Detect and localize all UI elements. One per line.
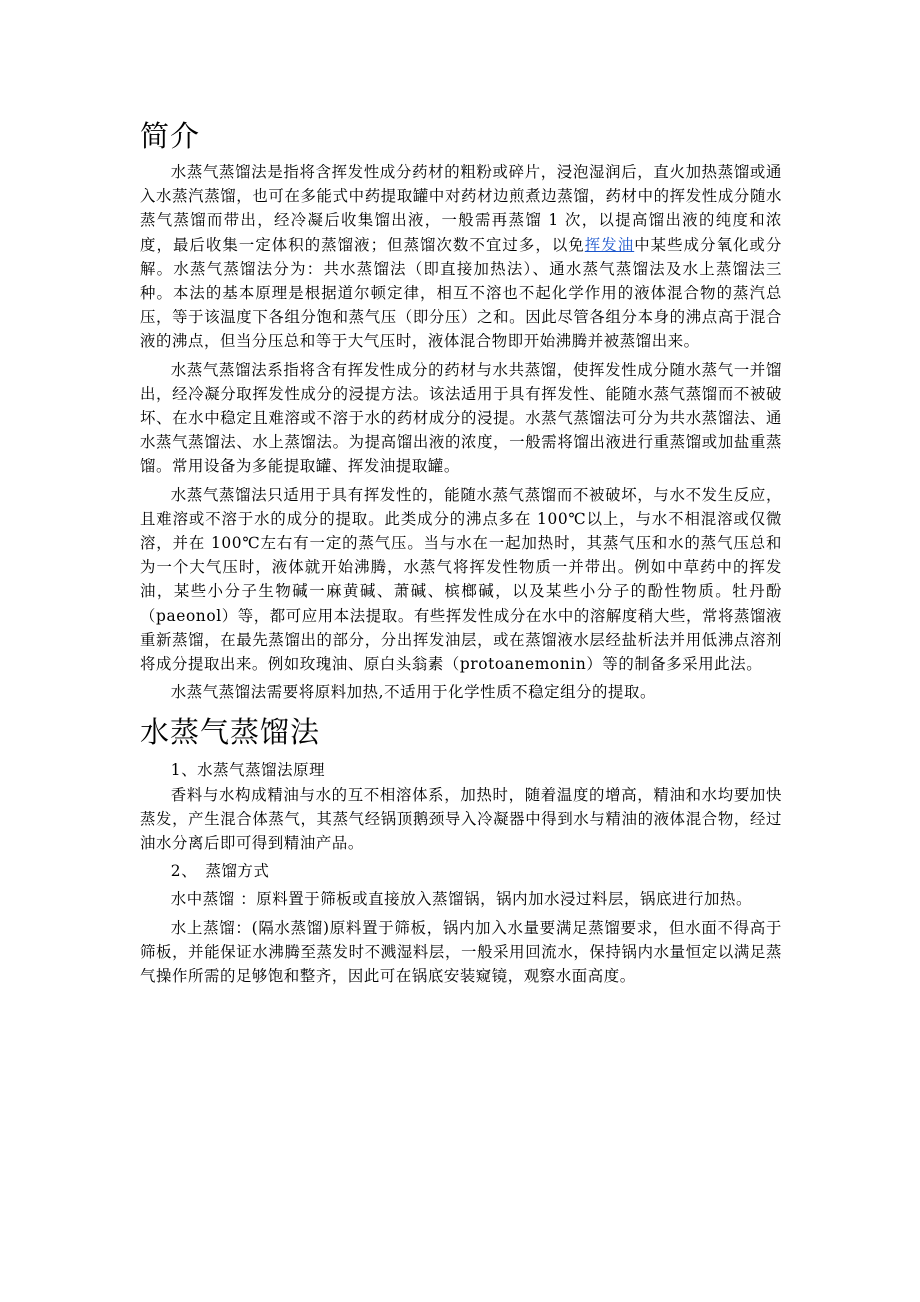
section-title-intro: 简介 bbox=[140, 119, 201, 153]
intro-paragraph-1-text-b: 中某些成分氧化或分解。水蒸气蒸馏法分为：共水蒸馏法（即直接加热法）、通水蒸气蒸馏法及水上蒸馏法三种。本法的基本原理是根据道尔顿定律，相互不溶也不起化学作用的液体混合物的蒸汽总压，等于该温度下各组分饱和蒸气压（即分压）之和。因此尽管各组分本身的沸点高于混合液的沸点，但当分压总和等于大气压时，液体混合物即开始沸腾并被蒸馏出来。 bbox=[140, 235, 782, 351]
section-title-steam-distillation: 水蒸气蒸馏法 bbox=[140, 715, 321, 750]
water-steam-distillation-paragraph: 水上蒸馏：(隔水蒸馏)原料置于筛板，锅内加入水量要满足蒸馏要求，但水面不得高于筛板，并能保证水沸腾至蒸发时不溅湿料层，一般采用回流水，保持锅内水量恒定以满足蒸气操作所需的足够饱和整齐，因此可在锅底安装窥镜，观察水面高度。 bbox=[140, 918, 782, 986]
volatile-oil-link[interactable]: 挥发油 bbox=[584, 235, 635, 254]
intro-paragraph-2: 水蒸气蒸馏法系指将含有挥发性成分的药材与水共蒸馏，使挥发性成分随水蒸气一并馏出，经冷凝分取挥发性成分的浸提方法。该法适用于具有挥发性、能随水蒸气蒸馏而不被破坏、在水中稳定且难溶或不溶于水的药材成分的浸提。水蒸气蒸馏法可分为共水蒸馏法、通水蒸气蒸馏法、水上蒸馏法。为提高馏出液的浓度，一般需将馏出液进行重蒸馏或加盐重蒸馏。常用设备为多能提取罐、挥发油提取罐。 bbox=[140, 360, 782, 476]
document-content bbox=[140, 114, 782, 988]
principle-paragraph: 香料与水构成精油与水的互不相溶体系，加热时，随着温度的增高，精油和水均要加快蒸发，产生混合体蒸气，其蒸气经锅顶鹅颈导入冷凝器中得到水与精油的液体混合物，经过油水分离后即可得到精油产品。 bbox=[140, 785, 782, 853]
distillation-mode-heading: 2、 蒸馏方式 bbox=[170, 862, 270, 881]
intro-paragraph-3: 水蒸气蒸馏法只适用于具有挥发性的，能随水蒸气蒸馏而不被破坏，与水不发生反应，且难溶或不溶于水的成分的提取。此类成分的沸点多在 100℃以上，与水不相混溶或仅微溶，并在 100℃左右有一定的蒸气压。当与水在一起加热时，其蒸气压和水的蒸气压总和为一个大气压时，液体就开始沸腾，水蒸气将挥发性物质一并带出。例如中草药中的挥发油，某些小分子生物碱一麻黄碱、萧碱、槟榔碱，以及某些小分子的酚性物质。牡丹酚（paeonol）等，都可应用本法提取。有些挥发性成分在水中的溶解度稍大些，常将蒸馏液重新蒸馏，在最先蒸馏出的部分，分出挥发油层，或在蒸馏液水层经盐析法并用低沸点溶剂将成分提取出来。例如玫瑰油、原白头翁素（protoanemonin）等的制备多采用此法。 bbox=[140, 485, 782, 674]
intro-paragraph-4: 水蒸气蒸馏法需要将原料加热,不适用于化学性质不稳定组分的提取。 bbox=[170, 683, 657, 702]
intro-paragraph-1-text-a: 水蒸气蒸馏法是指将含挥发性成分药材的粗粉或碎片，浸泡湿润后，直火加热蒸馏或通入水蒸汽蒸馏，也可在多能式中药提取罐中对药材边煎煮边蒸馏，药材中的挥发性成分随水蒸气蒸馏而带出，经冷凝后收集馏出液，一般需再蒸馏 1 次，以提高馏出液的纯度和浓度，最后收集一定体积的蒸馏液；但蒸馏次数不宜过多，以免 bbox=[140, 163, 782, 254]
water-distillation-paragraph: 水中蒸馏 ：原料置于筛板或直接放入蒸馏锅，锅内加水浸过料层，锅底进行加热。 bbox=[170, 890, 752, 909]
intro-paragraph-1 bbox=[140, 160, 782, 354]
principle-heading: 1、水蒸气蒸馏法原理 bbox=[170, 761, 326, 780]
